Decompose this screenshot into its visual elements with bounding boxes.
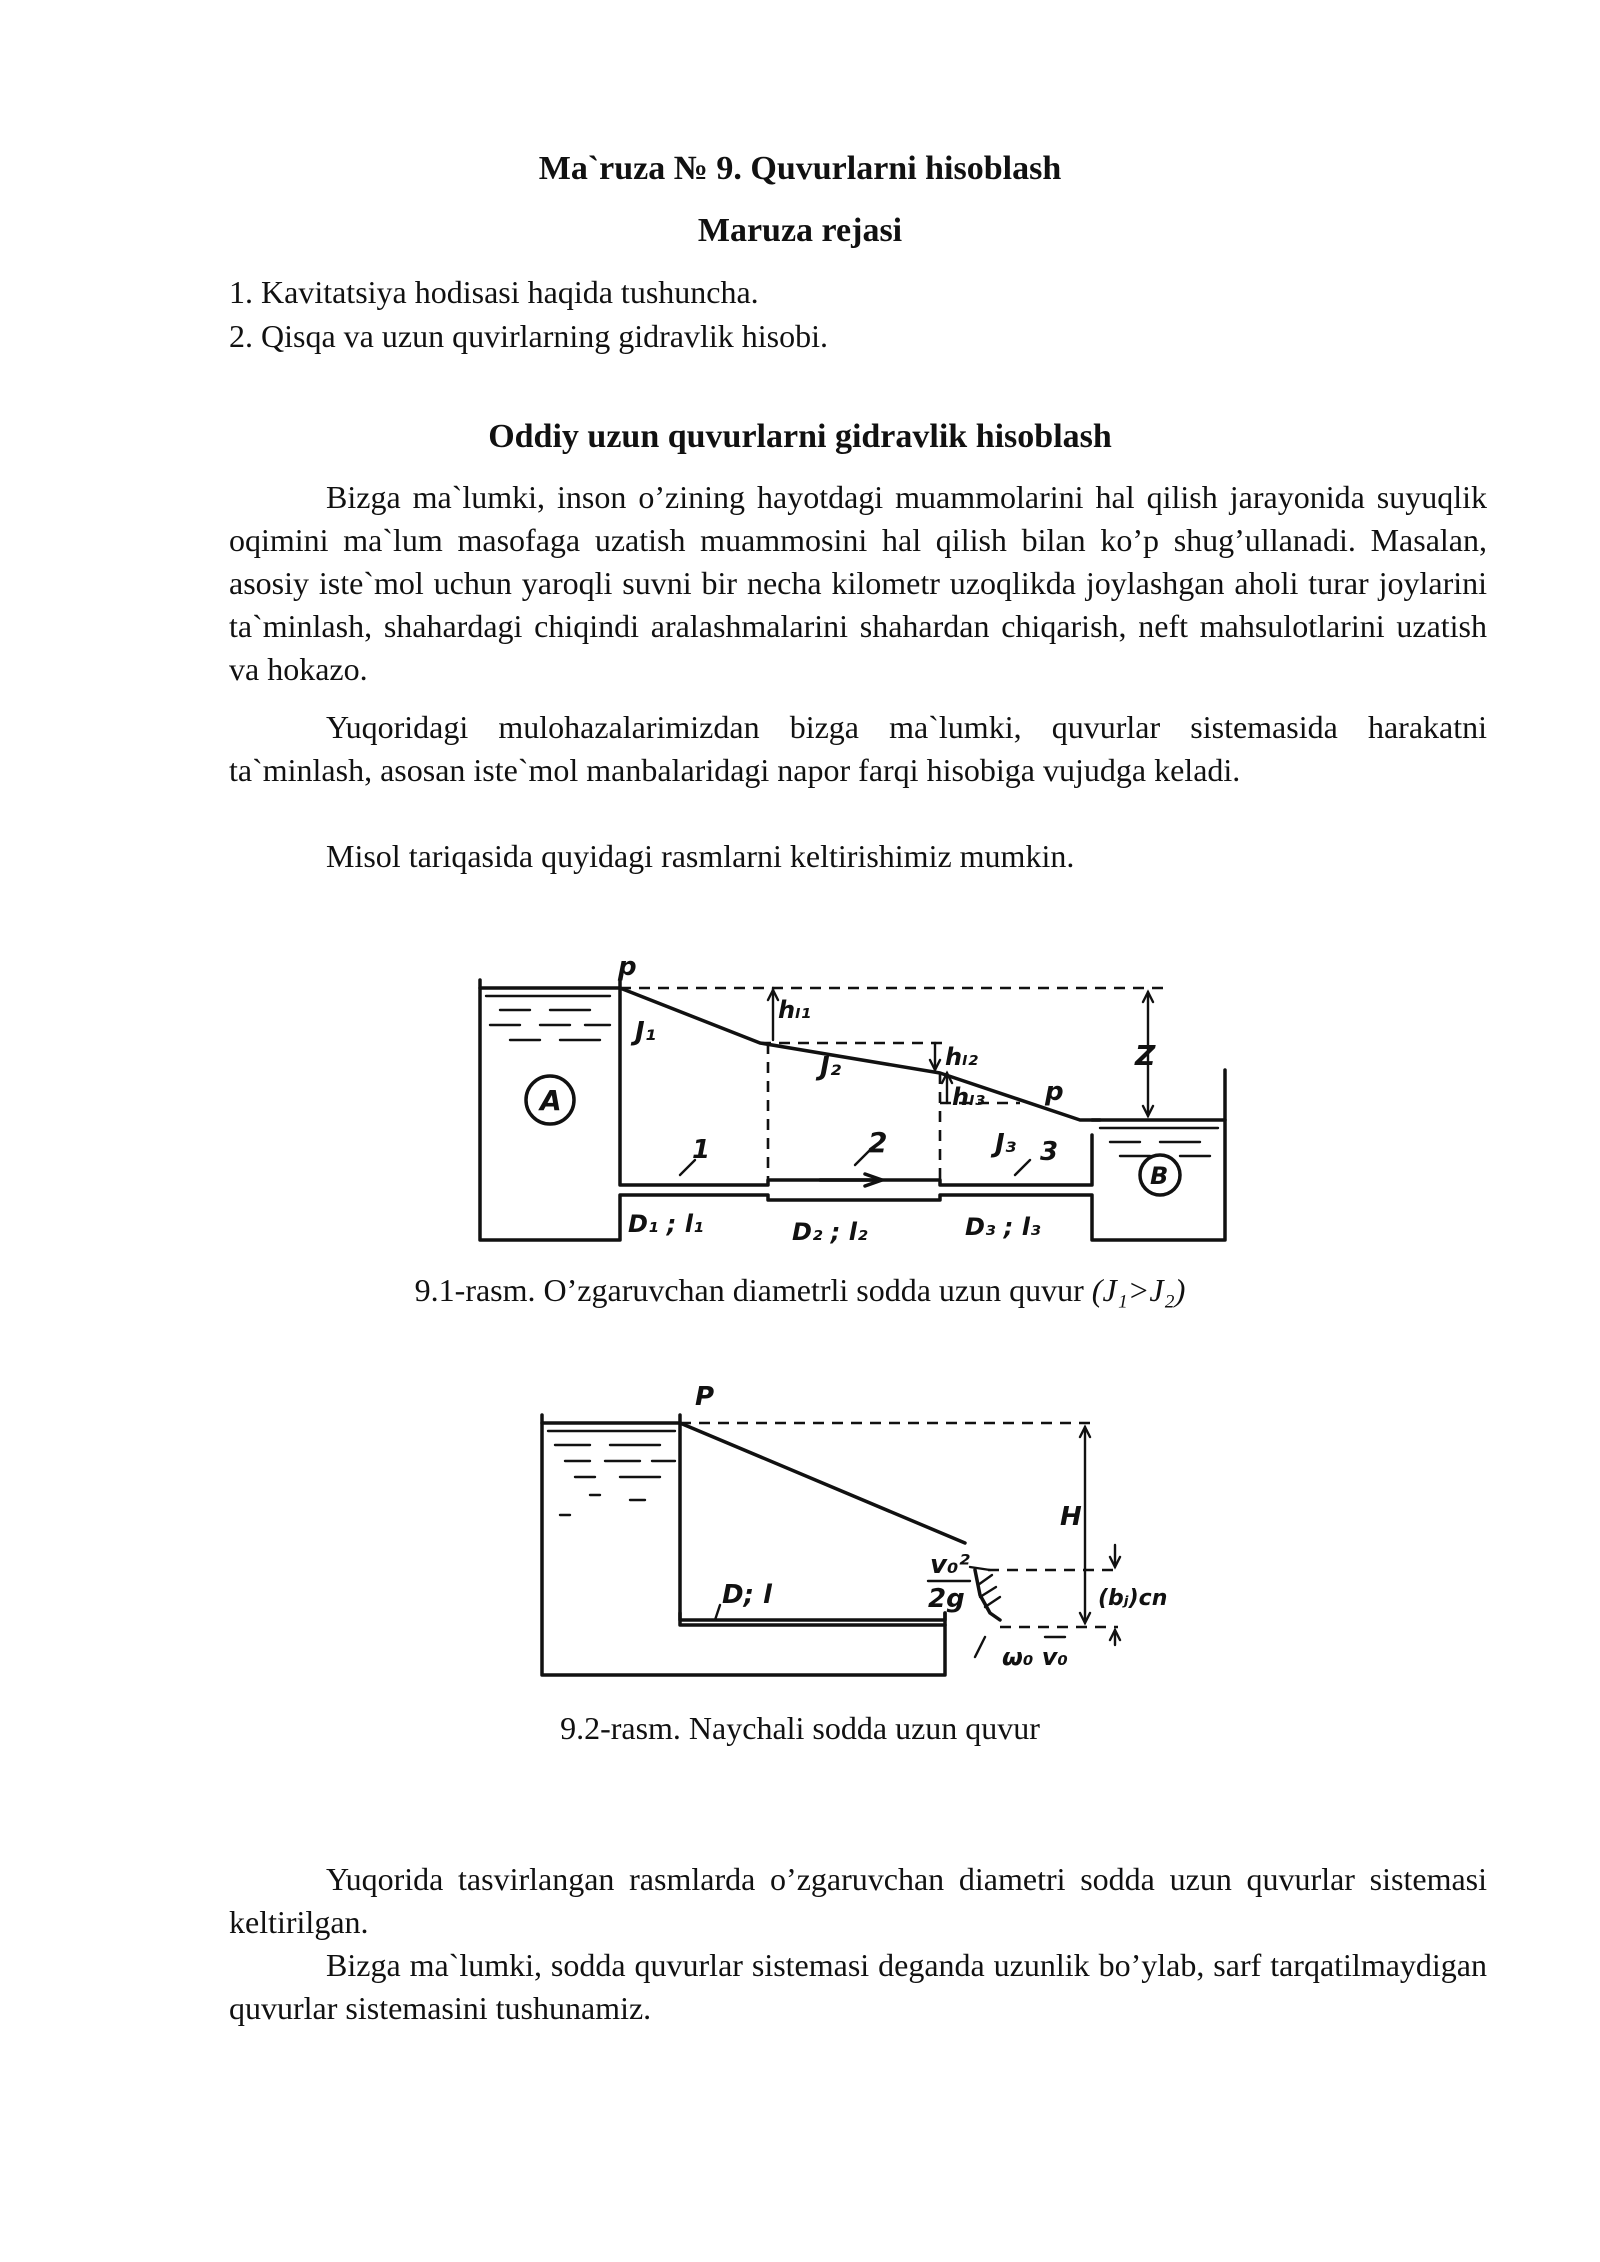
paragraph: Bizga ma`lumki, sodda quvurlar sistemasi deganda uzunlik bo’ylab, sarf tarqatilmaydigan quvurlar sistemasini tushunamiz. xyxy=(229,1947,1487,2026)
figure-9-1-caption xyxy=(0,1272,1600,1309)
fig1-label-d2l2: D₂ ; l₂ xyxy=(792,1218,868,1246)
plan-item: 1. Kavitatsiya hodisasi haqida tushuncha. xyxy=(229,274,759,310)
fig2-label-dl: D; l xyxy=(722,1580,772,1610)
figure-9-2-caption: 9.2-rasm. Naychali sodda uzun quvur xyxy=(560,1710,1040,1746)
fig1-label-1: 1 xyxy=(692,1135,711,1165)
plan-title: Maruza rejasi xyxy=(697,212,903,249)
fig2-label-v2: v₀² xyxy=(930,1550,970,1580)
paragraph: Yuqorida tasvirlangan rasmlarda o’zgaruvchan diametri sodda uzun quvurlar sistemasi keltirilgan. xyxy=(229,1861,1487,1940)
plan-item: 2. Qisqa va uzun quvirlarning gidravlik hisobi. xyxy=(229,318,829,354)
fig1-label-tank-a: A xyxy=(540,1084,562,1117)
fig1-label-hl3: hₗ₃ xyxy=(952,1083,985,1111)
fig2-label-h: H xyxy=(1060,1502,1082,1532)
fig2-label-p: P xyxy=(695,1382,715,1412)
fig1-label-hl1: hₗ₁ xyxy=(778,996,811,1024)
fig1-label-p-right: p xyxy=(1045,1077,1064,1107)
figure-9-1-caption-formula: (J₁>J₂) xyxy=(1091,1272,1186,1308)
section-title: Oddiy uzun quvurlarni gidravlik hisoblash xyxy=(488,418,1112,455)
figure-9-1-caption-text: 9.1-rasm. O’zgaruvchan diametrli sodda uzun quvur xyxy=(414,1272,1092,1308)
fig1-label-j1: J₁ xyxy=(635,1017,657,1047)
fig1-label-2: 2 xyxy=(868,1126,888,1159)
fig1-label-d3l3: D₃ ; l₃ xyxy=(965,1213,1041,1241)
fig2-label-w0v0: ω₀ v₀ xyxy=(1002,1643,1068,1671)
figure-9-1-diagram xyxy=(460,940,1250,1260)
figure-9-2-diagram xyxy=(530,1375,1190,1695)
fig1-label-d1l1: D₁ ; l₁ xyxy=(628,1210,704,1238)
fig1-label-hl2: hₗ₂ xyxy=(945,1043,978,1071)
lecture-title: Ma`ruza № 9. Quvurlarni hisoblash xyxy=(538,150,1062,187)
fig1-label-3: 3 xyxy=(1040,1137,1059,1167)
fig1-label-j2: J₂ xyxy=(820,1052,842,1082)
fig2-label-bj: (bⱼ)cn xyxy=(1098,1586,1168,1611)
fig1-label-p: p xyxy=(618,952,637,982)
paragraph: Bizga ma`lumki, inson o’zining hayotdagi muammolarini hal qilish jarayonida suyuqlik oqimini ma`lum masofaga uzatish muammosini hal qilish bilan ko’p shug’ullanadi. Masalan, asosiy iste`mol uchun yaroqli suvni bir necha kilometr uzoqlikda joylashgan aholi turar joylarini ta`minlash, shahardagi chiqindi aralashmalarini shahardan chiqarish, neft mahsulotlarini uzatish va hokazo. xyxy=(229,479,1487,687)
paragraph: Misol tariqasida quyidagi rasmlarni keltirishimiz mumkin. xyxy=(326,838,1075,874)
fig1-label-tank-b: B xyxy=(1150,1162,1169,1190)
fig1-label-z: Z xyxy=(1135,1039,1156,1072)
fig1-label-j3: J₃ xyxy=(995,1129,1017,1159)
paragraph: Yuqoridagi mulohazalarimizdan bizga ma`lumki, quvurlar sistemasida harakatni ta`minlash, asosan iste`mol manbalaridagi napor farqi hisobiga vujudga keladi. xyxy=(229,709,1487,788)
fig2-label-2g: 2g xyxy=(928,1584,965,1614)
